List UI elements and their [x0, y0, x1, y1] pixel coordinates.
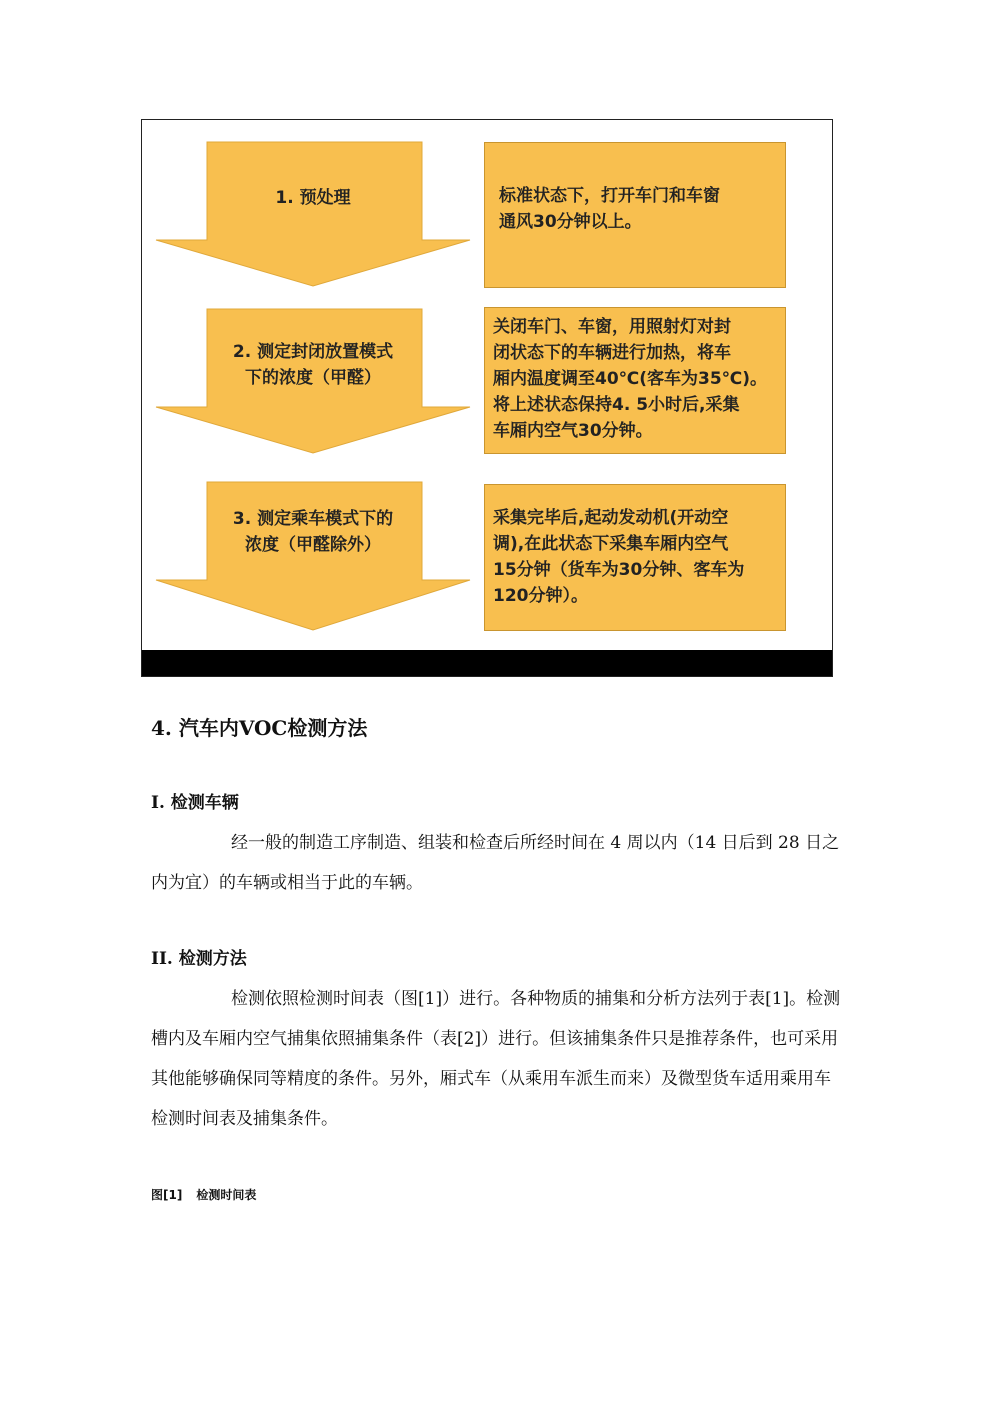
step-1-label: 1. 预处理 — [275, 188, 351, 208]
step-3-label: 3. 测定乘车模式下的 浓度（甲醛除外） — [232, 509, 394, 555]
subsection-1-text: 经一般的制造工序制造、组装和检查后所经时间在 4 周以内（14 日后到 28 日之内为宜）的车辆或相当于此的车辆。 — [151, 833, 840, 893]
caption-number: 图[1] — [151, 1188, 183, 1202]
figure-caption — [151, 1186, 270, 1203]
step-1-description-box — [484, 142, 786, 288]
caption-title: 检测时间表 — [196, 1188, 257, 1202]
step-2-description-box — [484, 307, 786, 454]
step-3-arrow — [152, 480, 474, 632]
section-title: 4. 汽车内VOC检测方法 — [151, 716, 368, 740]
step-2-arrow — [152, 307, 474, 455]
step-2-description: 关闭车门、车窗，用照射灯对封 闭状态下的车辆进行加热，将车 厢内温度调至40℃(客车为35℃)。 将上述状态保持4. 5小时后,采集 车厢内空气30分钟。 — [493, 317, 768, 441]
step-3-description-box — [484, 484, 786, 631]
subsection-2-title: II. 检测方法 — [151, 949, 247, 969]
subsection-2-text: 检测依照检测时间表（图[1]）进行。各种物质的捕集和分析方法列于表[1]。检测槽内及车厢内空气捕集依照捕集条件（表[2]）进行。但该捕集条件只是推荐条件，也可采用其他能够确保同等精度的条件。另外，厢式车（从乘用车派生而来）及微型货车适用乘用车检测时间表及捕集条件。 — [151, 989, 841, 1129]
figure-bottom-bar — [142, 650, 832, 676]
step-1-description: 标准状态下，打开车门和车窗 通风30分钟以上。 — [499, 186, 720, 232]
subsection-1-title: I. 检测车辆 — [151, 793, 239, 813]
step-3-description: 采集完毕后,起动发动机(开动空 调),在此状态下采集车厢内空气 15分钟（货车为30分钟、客车为 120分钟）。 — [493, 508, 745, 606]
arrow-shape-1 — [152, 140, 474, 288]
step-1-arrow — [152, 140, 474, 288]
flow-diagram — [141, 119, 833, 677]
step-2-label: 2. 测定封闭放置模式 下的浓度（甲醛） — [232, 342, 394, 388]
